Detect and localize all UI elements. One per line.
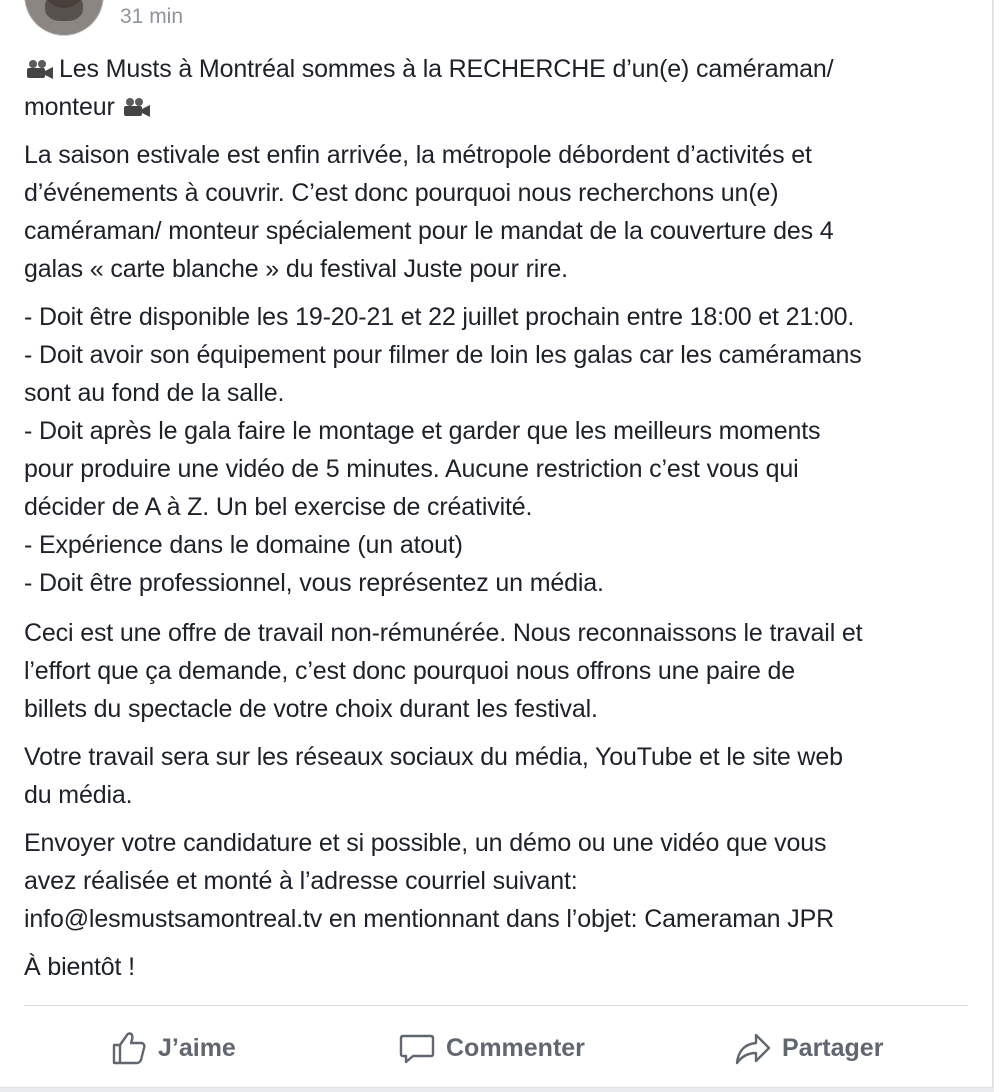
intro-line: La saison estivale est enfin arrivée, la métropole débordent d’activités et <box>24 141 812 169</box>
requirement-line: - Doit être disponible les 19-20-21 et 22 juillet prochain entre 18:00 et 21:00. <box>24 303 855 331</box>
requirement-line: décider de A à Z. Un bel exercise de créativité. <box>24 493 533 521</box>
comment-button[interactable] <box>398 1026 585 1070</box>
thumbs-up-icon <box>110 1030 148 1066</box>
intro-line: caméraman/ monteur spécialement pour le mandat de la couverture des 4 <box>24 217 834 245</box>
comment-label: Commenter <box>446 1033 585 1062</box>
post-actions <box>0 1006 992 1087</box>
headline-text-1: Les Musts à Montréal sommes à la RECHERCHE d’un(e) caméraman/ <box>59 55 834 83</box>
headline-text-2: monteur <box>24 93 115 121</box>
apply-paragraph <box>24 824 986 938</box>
share-label: Partager <box>782 1033 884 1062</box>
share-arrow-icon <box>734 1030 772 1066</box>
offer-paragraph <box>24 614 986 728</box>
apply-line: info@lesmustsamontreal.tv en mentionnant dans l’objet: Cameraman JPR <box>24 905 835 933</box>
publication-line: Votre travail sera sur les réseaux sociaux du média, YouTube et le site web <box>24 743 843 771</box>
post-header <box>0 0 992 40</box>
like-button[interactable] <box>110 1026 236 1070</box>
headline-line <box>24 88 986 126</box>
requirements-list <box>24 298 986 602</box>
offer-line: l’effort que ça demande, c’est donc pourquoi nous offrons une paire de <box>24 657 796 685</box>
publication-line: du média. <box>24 781 133 809</box>
intro-paragraph <box>24 136 986 288</box>
movie-camera-icon <box>121 96 152 118</box>
intro-line: galas « carte blanche » du festival Juste pour rire. <box>24 255 568 283</box>
closing-line: À bientôt ! <box>24 953 135 981</box>
author-avatar[interactable] <box>24 0 104 36</box>
requirement-line: sont au fond de la salle. <box>24 379 285 407</box>
apply-line: avez réalisée et monté à l’adresse courriel suivant: <box>24 867 578 895</box>
closing-paragraph <box>24 948 986 986</box>
requirement-line: - Doit être professionnel, vous représentez un média. <box>24 569 604 597</box>
share-button[interactable] <box>734 1026 883 1070</box>
publication-paragraph <box>24 738 986 814</box>
requirement-line: pour produire une vidéo de 5 minutes. Aucune restriction c’est vous qui <box>24 455 799 483</box>
like-label: J’aime <box>158 1033 236 1062</box>
post-headline <box>24 50 986 126</box>
requirement-line: - Expérience dans le domaine (un atout) <box>24 531 463 559</box>
intro-line: d’événements à couvrir. C’est donc pourquoi nous recherchons un(e) <box>24 179 779 207</box>
speech-bubble-icon <box>398 1030 436 1066</box>
post-timestamp[interactable]: 31 min <box>120 5 184 28</box>
headline-line <box>24 50 986 88</box>
apply-line: Envoyer votre candidature et si possible, un démo ou une vidéo que vous <box>24 829 827 857</box>
post-body <box>24 50 986 996</box>
requirement-line: - Doit avoir son équipement pour filmer de loin les galas car les caméramans <box>24 341 862 369</box>
offer-line: Ceci est une offre de travail non-rémunérée. Nous reconnaissons le travail et <box>24 619 863 647</box>
offer-line: billets du spectacle de votre choix durant les festival. <box>24 695 598 723</box>
movie-camera-icon <box>24 58 55 80</box>
requirement-line: - Doit après le gala faire le montage et garder que les meilleurs moments <box>24 417 821 445</box>
